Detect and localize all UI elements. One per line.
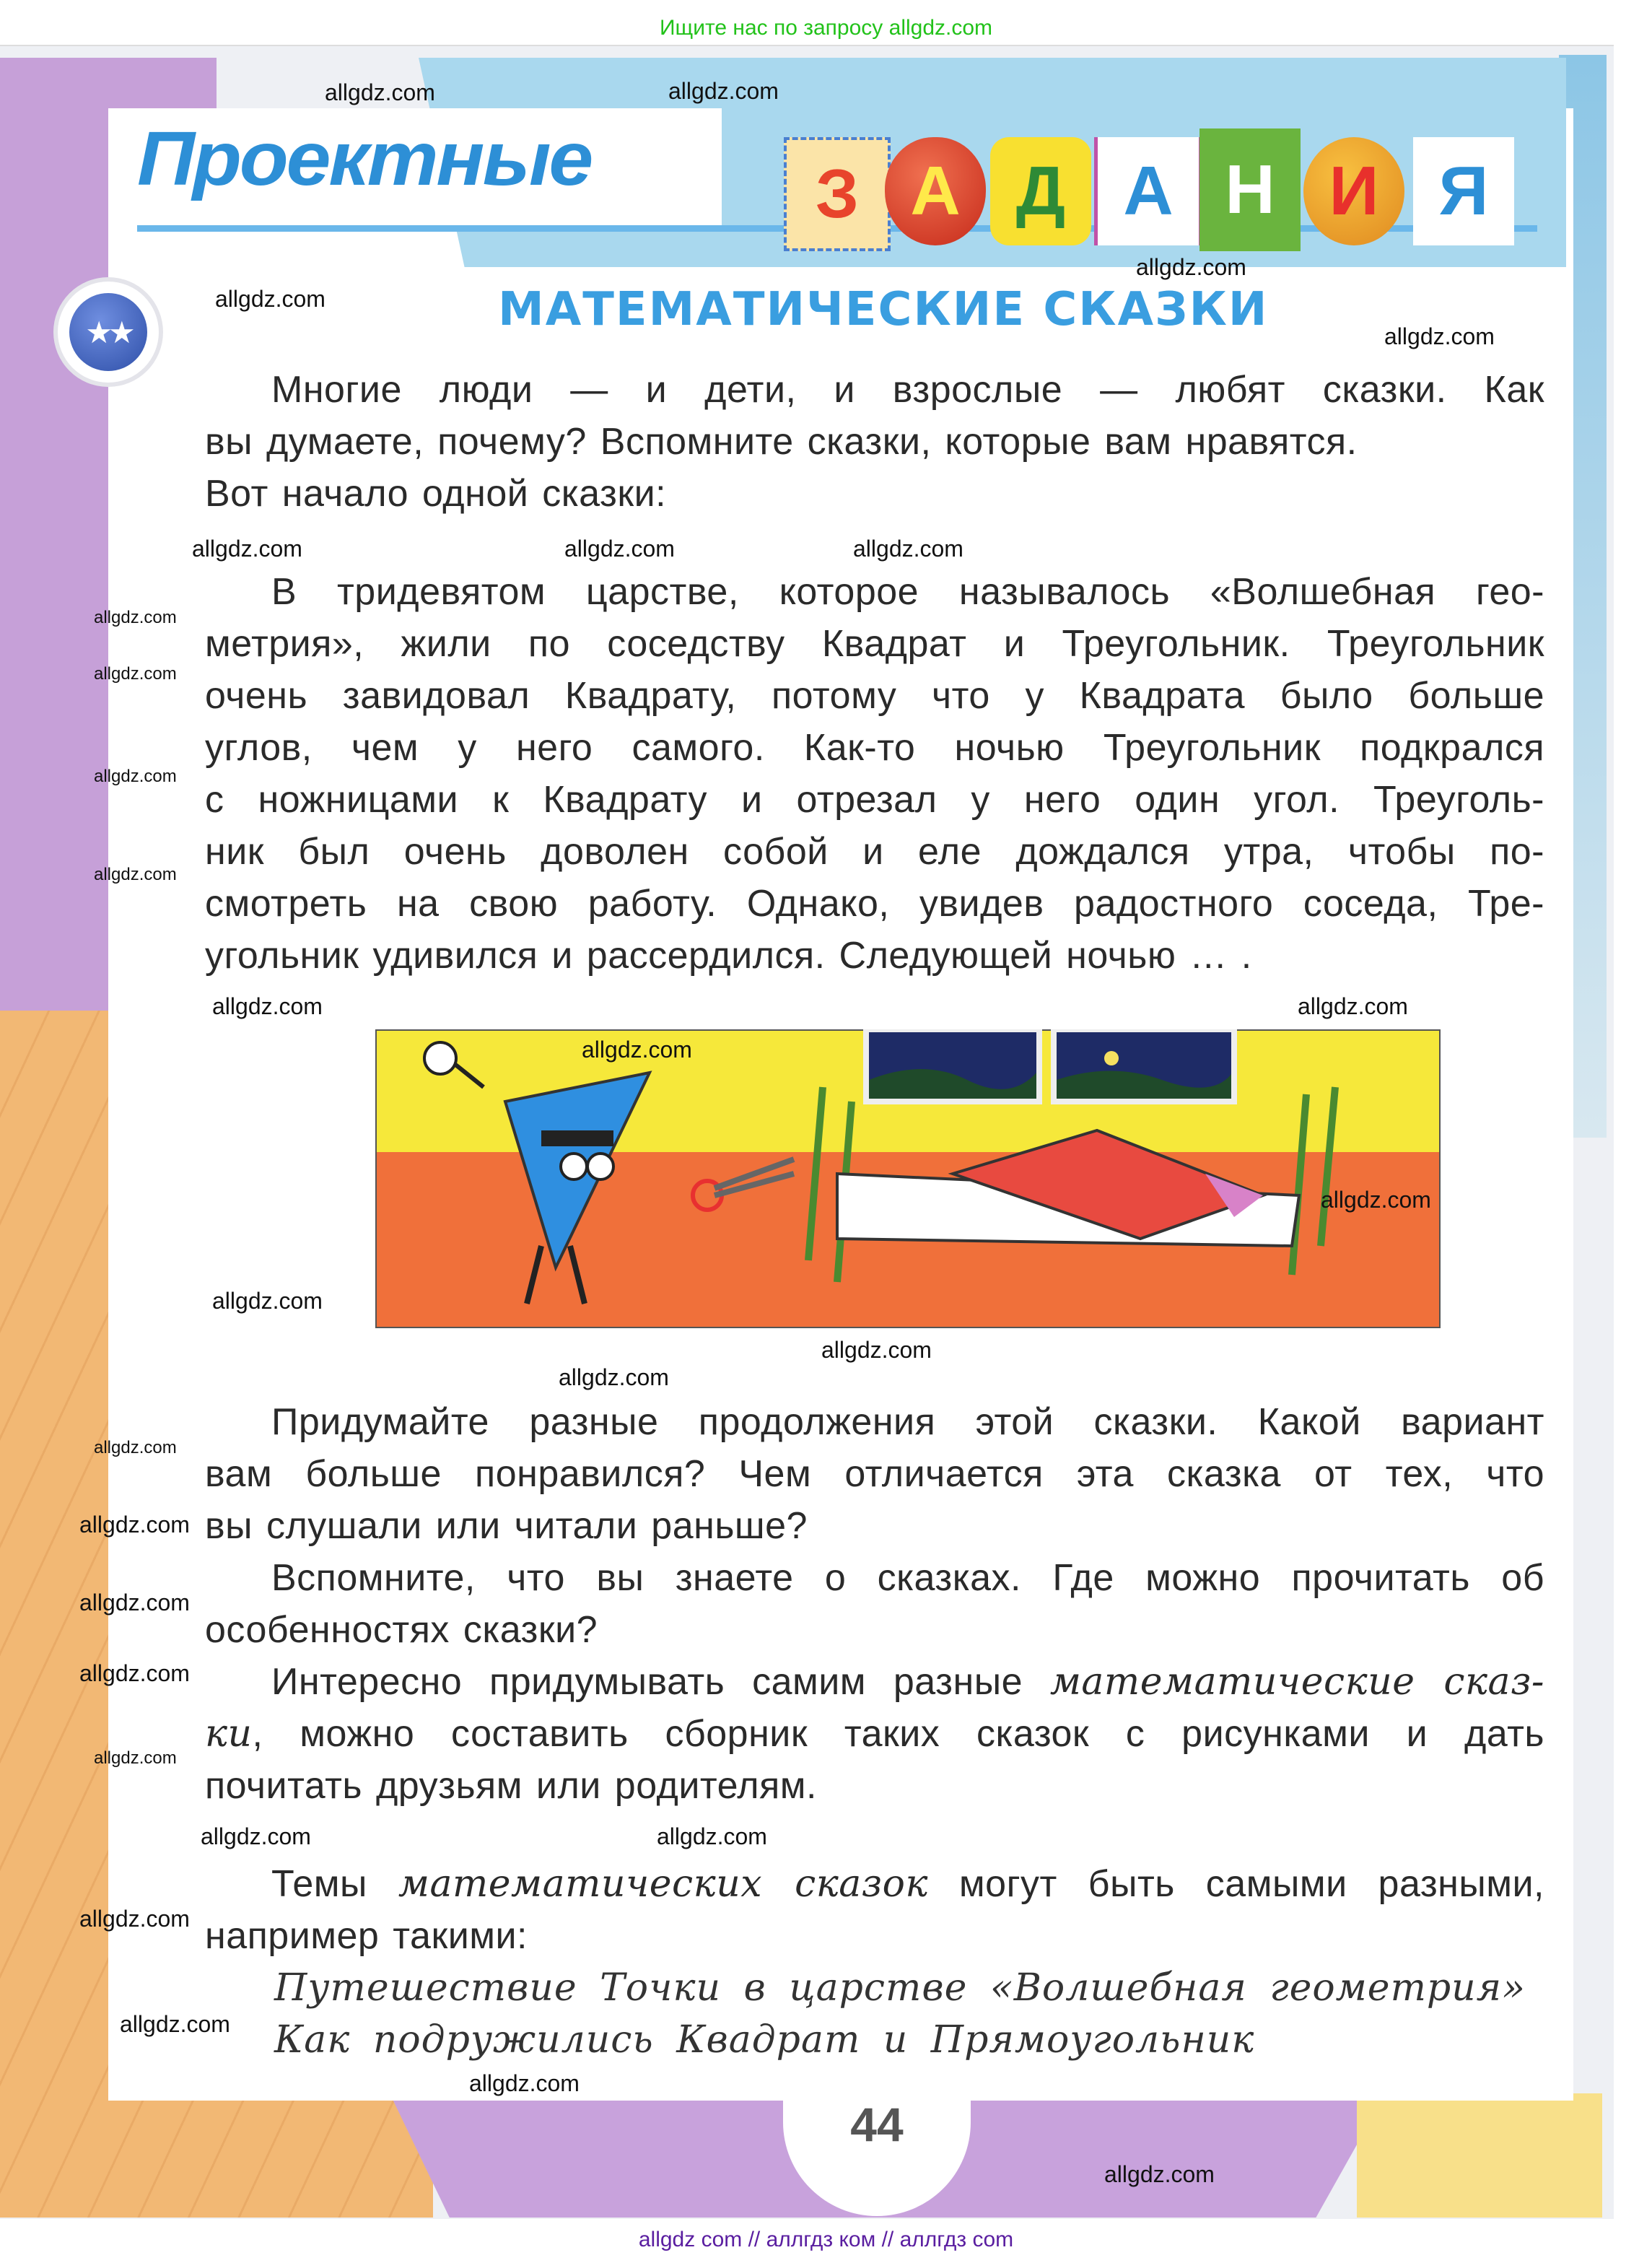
text-line: [205, 722, 1544, 774]
watermark: allgdz.com: [79, 1590, 190, 1616]
watermark: allgdz.com: [94, 1438, 177, 1457]
text-segment: вы слушали или читали раньше?: [205, 1505, 808, 1547]
title-letter: Д: [990, 137, 1091, 245]
text-segment: очень завидовал Квадрату, потому что у Квадрата было больше: [205, 675, 1544, 717]
watermark: allgdz.com: [120, 2011, 230, 2037]
watermark: allgdz.com: [79, 1660, 190, 1686]
watermark: allgdz.com: [657, 1823, 767, 1849]
text-line: [205, 878, 1544, 930]
text-segment: Темы: [271, 1863, 398, 1905]
watermark: allgdz.com: [192, 536, 302, 562]
italic-text: ки: [205, 1712, 253, 1756]
watermark: allgdz.com: [212, 993, 323, 1019]
text-line: [205, 1500, 1544, 1552]
paragraph-remember: [205, 1552, 1544, 1656]
section-title: Проектные: [137, 116, 592, 201]
paragraph-intro: [205, 364, 1544, 520]
title-letter: Я: [1413, 137, 1514, 245]
watermark: allgdz.com: [469, 2070, 580, 2096]
text-line: [205, 618, 1544, 670]
watermark: allgdz.com: [94, 865, 177, 884]
text-line: [205, 1552, 1544, 1604]
text-segment: угольник удивился и рассердился. Следующей ночью … .: [205, 935, 1252, 977]
text-segment: ник был очень доволен собой и еле дождался утра, чтобы по-: [205, 831, 1544, 873]
title-letter: И: [1303, 137, 1404, 245]
text-line: [205, 826, 1544, 878]
watermark: allgdz.com: [79, 1906, 190, 1932]
watermark: allgdz.com: [1136, 254, 1246, 280]
watermark: allgdz.com: [1298, 993, 1408, 1019]
text-line: [205, 468, 1544, 520]
text-line: [205, 566, 1544, 618]
watermark: allgdz.com: [1384, 323, 1495, 349]
watermark: allgdz.com: [201, 1823, 311, 1849]
text-segment: Многие люди — и дети, и взрослые — любят сказки. Как: [271, 369, 1544, 411]
text-segment: метрия», жили по соседству Квадрат и Треугольник. Треугольник: [205, 623, 1544, 665]
text-line: [205, 416, 1544, 468]
watermark: allgdz.com: [1104, 2161, 1215, 2187]
watermark: allgdz.com: [1321, 1187, 1431, 1213]
paragraph-task: [205, 1396, 1544, 1552]
watermark: allgdz.com: [582, 1037, 692, 1063]
text-segment: вы думаете, почему? Вспомните сказки, которые вам нравятся.: [205, 421, 1358, 463]
watermark: allgdz.com: [79, 1512, 190, 1538]
text-line: [205, 1708, 1544, 1760]
text-segment: смотреть на свою работу. Однако, увидев радостного соседа, Тре-: [205, 883, 1544, 925]
text-line: [205, 1396, 1544, 1448]
text-line: [205, 364, 1544, 416]
text-segment: с ножницами к Квадрату и отрезал у него один угол. Треуголь-: [205, 779, 1544, 821]
text-segment: могут быть самыми разными,: [927, 1863, 1544, 1905]
paragraph-tale: [205, 566, 1544, 982]
text-line: [205, 1760, 1544, 1812]
text-segment: углов, чем у него самого. Как-то ночью Треугольник подкрался: [205, 727, 1544, 769]
page-number: 44: [850, 2098, 904, 2151]
tale-illustration: [375, 1029, 1441, 1328]
watermark: allgdz.com: [821, 1337, 932, 1363]
watermark: allgdz.com: [668, 78, 779, 104]
text-segment: особенностях сказки?: [205, 1609, 598, 1651]
text-line: [205, 1604, 1544, 1656]
watermark: allgdz.com: [559, 1364, 669, 1390]
decor-yellow: [1357, 2093, 1602, 2218]
text-line: [205, 670, 1544, 722]
text-segment: Интересно придумывать самим разные: [271, 1661, 1050, 1703]
glove-icon: [424, 1042, 456, 1074]
title-letter-apple: А: [885, 137, 986, 245]
paragraph-topics: [205, 1858, 1544, 1962]
text-segment: В тридевятом царстве, которое называлось «Волшебная гео-: [271, 571, 1544, 613]
text-segment: например такими:: [205, 1915, 528, 1957]
stars-icon: ★★: [69, 293, 147, 371]
paragraph-create: [205, 1656, 1544, 1812]
title-letter: А: [1094, 137, 1202, 245]
top-banner[interactable]: Ищите нас по запросу allgdz.com: [659, 16, 993, 40]
text-line: [205, 1910, 1544, 1962]
bottom-banner[interactable]: allgdz com // аллгдз ком // аллгдз com: [638, 2228, 1014, 2251]
italic-text: математические сказ-: [1049, 1660, 1544, 1704]
italic-text: математических сказок: [398, 1862, 928, 1906]
title-letter: З: [784, 137, 891, 251]
moon-icon: [1104, 1051, 1119, 1065]
watermark: allgdz.com: [853, 536, 963, 562]
text-segment: вам больше понравился? Чем отличается эта сказка от тех, что: [205, 1453, 1544, 1495]
watermark: allgdz.com: [94, 608, 177, 627]
watermark: allgdz.com: [94, 767, 177, 786]
page-subtitle: МАТЕМАТИЧЕСКИЕ СКАЗКИ: [498, 283, 1269, 336]
text-segment: Вот начало одной сказки:: [205, 473, 667, 515]
watermark: allgdz.com: [564, 536, 675, 562]
text-segment: почитать друзьям или родителям.: [205, 1765, 817, 1807]
watermark: allgdz.com: [94, 1748, 177, 1768]
watermark: allgdz.com: [325, 79, 435, 105]
text-line: [205, 1858, 1544, 1910]
watermark: allgdz.com: [212, 1288, 323, 1314]
topic-item: Как подружились Квадрат и Прямоугольник: [274, 2018, 1255, 2062]
text-line: [205, 1448, 1544, 1500]
text-segment: Придумайте разные продолжения этой сказки. Какой вариант: [271, 1401, 1544, 1443]
text-line: [205, 774, 1544, 826]
topic-item: Путешествие Точки в царстве «Волшебная геометрия»: [274, 1966, 1526, 2010]
stars-badge: [58, 282, 159, 383]
text-line: [205, 930, 1544, 982]
title-letter: Н: [1199, 128, 1301, 251]
text-segment: Вспомните, что вы знаете о сказках. Где можно прочитать об: [271, 1557, 1544, 1599]
watermark: allgdz.com: [94, 664, 177, 684]
text-segment: , можно составить сборник таких сказок с рисунками и дать: [252, 1713, 1544, 1755]
mask-icon: [541, 1130, 613, 1146]
watermark: allgdz.com: [215, 286, 325, 312]
text-line: [205, 1656, 1544, 1708]
